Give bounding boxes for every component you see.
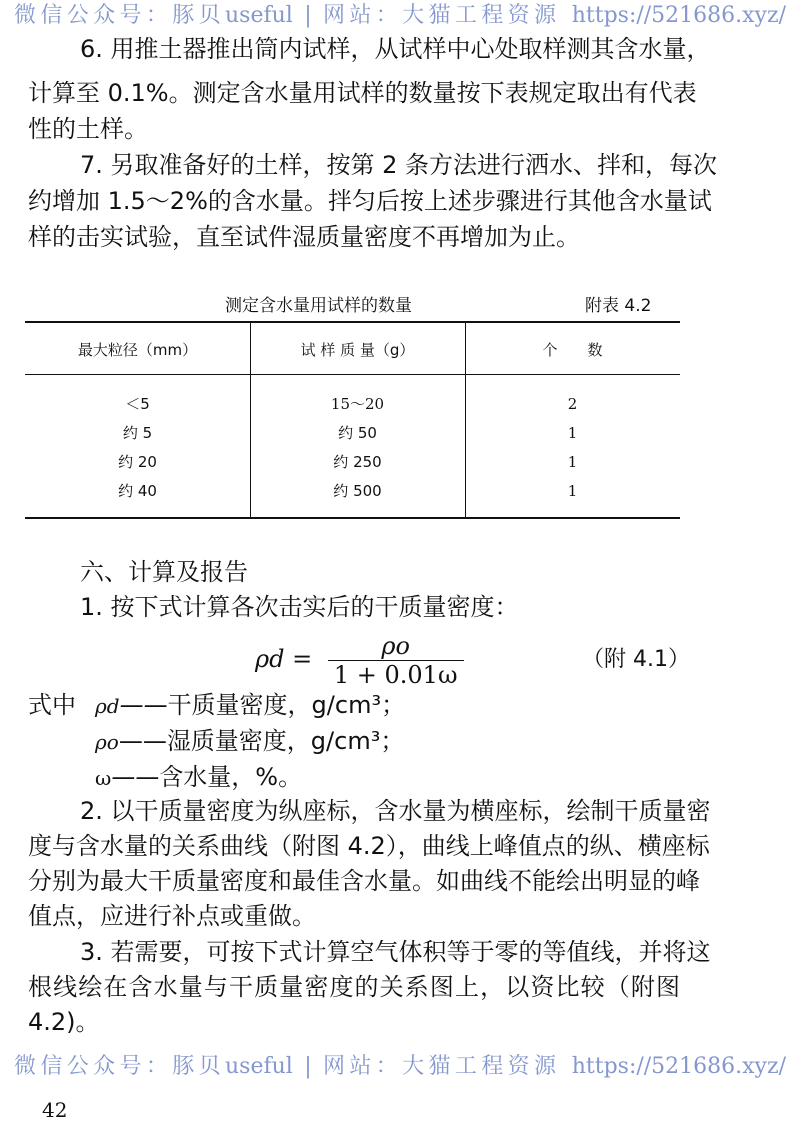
- table-cell: 1: [567, 424, 578, 442]
- paragraph-line: 样的击实试验，直至试件湿质量密度不再增加为止。: [28, 223, 580, 251]
- table-top-rule: [25, 321, 680, 323]
- definition: ——湿质量密度，g/cm³；: [118, 727, 405, 755]
- paragraph-line: 6. 用推土器推出筒内试样，从试样中心处取样测其含水量，: [80, 35, 711, 63]
- table-header: 试 样 质 量（g）: [300, 341, 415, 359]
- symbol: ρo: [95, 730, 119, 754]
- formula-denominator: 1 + 0.01ω: [333, 661, 458, 689]
- table-label: 附表 4.2: [585, 296, 652, 316]
- paragraph-line: 4.2)。: [28, 1008, 100, 1036]
- paragraph-line: 根线绘在含水量与干质量密度的关系图上，以资比较（附图: [28, 973, 680, 1001]
- watermark-bottom: 微信公众号：豚贝useful | 网站：大猫工程资源 https://521686.xyz/: [14, 1054, 786, 1079]
- symbol: ω: [95, 766, 112, 790]
- table-header: 最大粒径（mm）: [77, 341, 198, 359]
- paragraph-line: 分别为最大干质量密度和最佳含水量。如曲线不能绘出明显的峰: [28, 867, 700, 895]
- page-number: 42: [42, 1098, 68, 1122]
- where-prefix: 式中: [28, 691, 76, 719]
- formula-numerator: ρo: [328, 632, 464, 661]
- table-cell: 约 500: [333, 482, 382, 500]
- where-def: [95, 760, 595, 795]
- table-header: 个 数: [542, 341, 603, 359]
- table-title: 测定含水量用试样的数量: [225, 296, 412, 316]
- definition: ——含水量，%。: [111, 763, 303, 791]
- table-bottom-rule: [25, 517, 680, 519]
- paragraph-line: 值点，应进行补点或重做。: [28, 902, 316, 930]
- formula-label: （附 4.1）: [582, 647, 690, 672]
- table-header-rule: [25, 374, 680, 375]
- formula-eq: =: [292, 645, 313, 673]
- where-def: [95, 688, 595, 723]
- table-cell: 15～20: [330, 395, 385, 413]
- table-cell: 1: [567, 482, 578, 500]
- formula: [255, 632, 464, 689]
- formula-lhs: ρd: [255, 645, 285, 673]
- table-cell: 约 20: [118, 453, 157, 471]
- where-def: [95, 724, 595, 759]
- paragraph-line: 3. 若需要，可按下式计算空气体积等于零的等值线，并将这: [80, 938, 711, 966]
- paragraph-line: 计算至 0.1%。测定含水量用试样的数量按下表规定取出有代表: [28, 79, 697, 107]
- table-cell: 1: [567, 453, 578, 471]
- paragraph-line: 7. 另取准备好的土样，按第 2 条方法进行洒水、拌和，每次: [80, 151, 718, 179]
- definition: ——干质量密度，g/cm³；: [119, 691, 406, 719]
- paragraph-line: 性的土样。: [28, 115, 148, 143]
- table-cell: 约 250: [333, 453, 382, 471]
- paragraph-line: 度与含水量的关系曲线（附图 4.2），曲线上峰值点的纵、横座标: [28, 832, 710, 860]
- table-cell: ＜5: [125, 395, 150, 413]
- table-cell: 2: [567, 395, 578, 413]
- table-cell: 约 5: [122, 424, 153, 442]
- watermark-top: 微信公众号：豚贝useful | 网站：大猫工程资源 https://521686.xyz/: [14, 3, 786, 28]
- table-cell: 约 50: [338, 424, 377, 442]
- paragraph-line: 1. 按下式计算各次击实后的干质量密度：: [80, 593, 519, 621]
- symbol: ρd: [95, 694, 120, 718]
- table-cell: 约 40: [118, 482, 157, 500]
- section-title: 六、计算及报告: [80, 558, 248, 586]
- paragraph-line: 2. 以干质量密度为纵座标，含水量为横座标，绘制干质量密: [80, 797, 711, 825]
- paragraph-line: 约增加 1.5～2%的含水量。拌匀后按上述步骤进行其他含水量试: [28, 187, 712, 215]
